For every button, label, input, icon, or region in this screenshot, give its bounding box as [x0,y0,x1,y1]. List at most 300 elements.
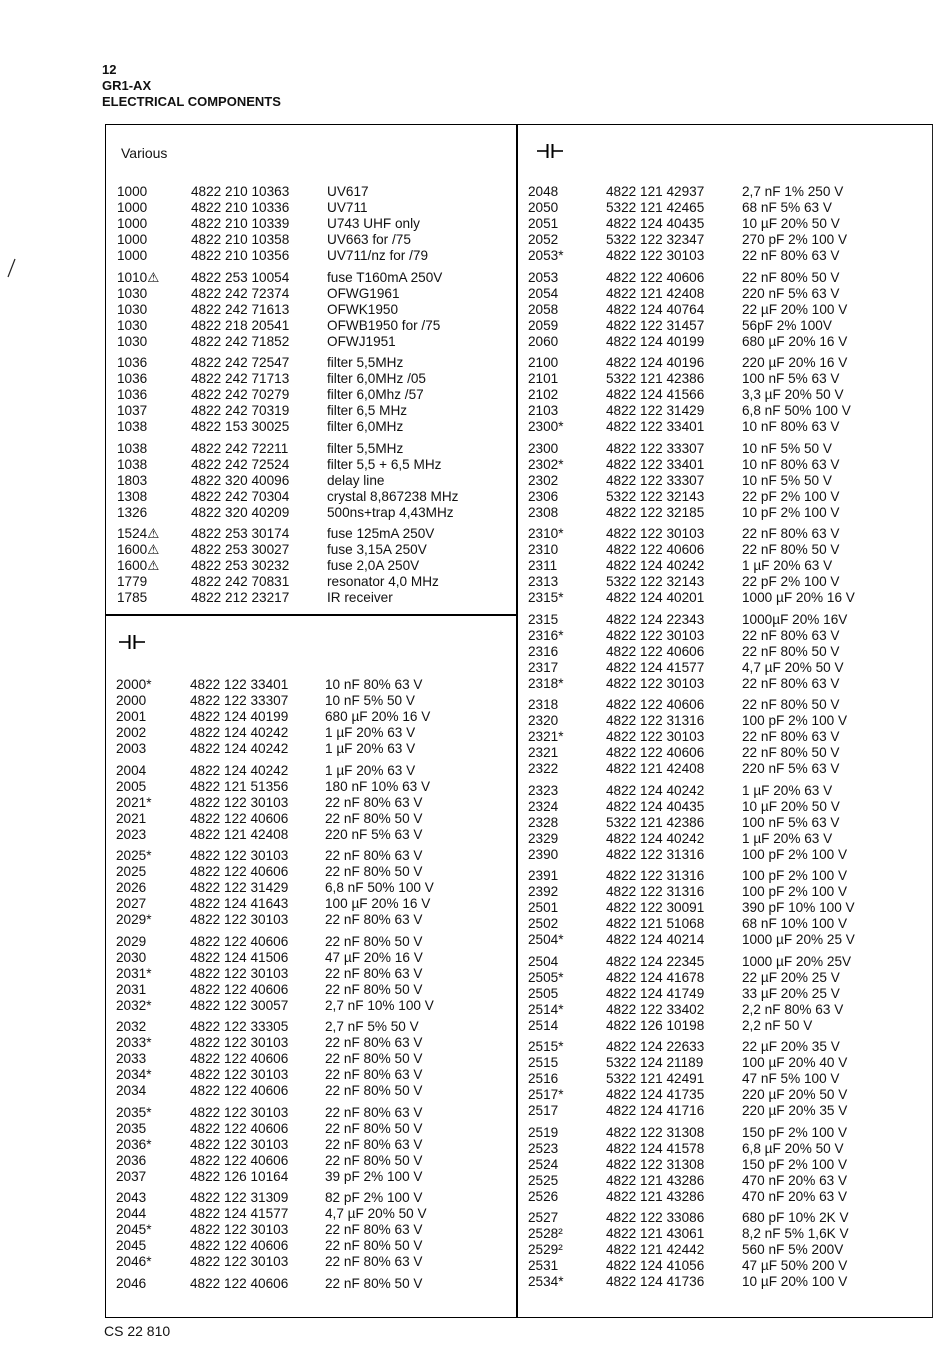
part-description: 68 nF 10% 100 V [742,916,848,932]
part-description: 1 µF 20% 63 V [742,782,833,798]
part-description: resonator 4,0 MHz [327,574,439,590]
part-description: filter 5,5 + 6,5 MHz [327,456,442,472]
part-code: 4822 122 33401 [606,456,705,472]
part-code: 4822 122 33401 [190,677,289,692]
position-number: 1036 [117,371,148,387]
part-description: 1 µF 20% 63 V [742,558,833,574]
part-code: 4822 124 41056 [606,1258,705,1274]
position-number: 2315 [528,611,559,627]
part-description: 22 nF 80% 50 V [325,1152,423,1168]
part-code: 4822 210 10336 [191,200,290,216]
part-description: 150 pF 2% 100 V [742,1156,848,1172]
position-number: 2053* [528,248,564,264]
position-number: 1030 [117,317,148,333]
part-description: UV617 [327,184,369,199]
position-number: 1030 [117,301,148,317]
part-description: 22 nF 80% 50 V [325,1275,423,1291]
position-number: 2310* [528,526,564,541]
part-code: 4822 122 31316 [606,868,705,883]
part-code: 5322 121 42386 [606,814,705,830]
part-code: 4822 122 33307 [606,440,705,456]
position-number: 2000 [116,693,147,709]
position-number: 2050 [528,200,559,216]
model-name: GR1-AX [102,78,152,93]
part-description: 4,7 µF 20% 50 V [325,1206,427,1222]
part-code: 4822 124 41735 [606,1087,705,1103]
part-description: OFWJ1951 [327,333,396,349]
position-number: 1785 [117,590,148,606]
position-number: 2002 [116,725,147,741]
part-code: 4822 212 23217 [191,590,290,606]
position-number: 2025 [116,864,147,880]
part-code: 4822 122 30103 [190,1254,289,1270]
position-number: 2101 [528,371,559,387]
part-code: 4822 122 30091 [606,900,705,916]
page-title: ELECTRICAL COMPONENTS [102,94,281,109]
part-description: UV711/nz for /79 [327,248,429,264]
part-description: 47 µF 50% 200 V [742,1258,848,1274]
part-description: 220 µF 20% 35 V [742,1103,848,1119]
position-number: 2514* [528,1001,564,1017]
position-number: 2005 [116,778,147,794]
part-code: 4822 121 43061 [606,1226,705,1242]
part-code: 4822 126 10164 [190,1168,289,1184]
part-code: 4822 253 30174 [191,526,290,541]
part-code: 4822 242 72211 [191,440,289,456]
part-code: 4822 124 41643 [190,896,289,912]
part-code: 4822 124 40242 [606,782,705,798]
part-description: 47 µF 20% 16 V [325,949,423,965]
part-code: 4822 124 40196 [606,355,705,370]
part-code: 4822 122 30103 [190,1067,289,1083]
part-code: 4822 122 40606 [190,981,289,997]
part-description: 150 pF 2% 100 V [742,1124,848,1140]
part-description: 2,2 nF 50 V [742,1017,813,1033]
part-description: 22 nF 80% 63 V [325,1136,423,1152]
position-number: 2051 [528,216,559,232]
part-description: 10 nF 5% 50 V [742,440,832,456]
position-number: 2054 [528,285,559,301]
part-description: 390 pF 10% 100 V [742,900,855,916]
part-description: 1000 µF 20% 16 V [742,590,855,606]
position-number: 2302 [528,472,559,488]
part-code: 4822 122 31309 [190,1190,289,1205]
position-number: 2046* [116,1254,152,1270]
position-number: 2021* [116,794,152,810]
part-description: fuse 2,0A 250V [327,558,420,574]
position-number: 1600⚠ [117,542,160,558]
position-number: 2035 [116,1120,147,1136]
part-description: 100 pF 2% 100 V [742,884,848,900]
position-number: 2524 [528,1156,559,1172]
part-description: 3,3 µF 20% 50 V [742,387,844,403]
part-code: 4822 121 42408 [190,826,289,842]
part-description: 100 pF 2% 100 V [742,846,848,862]
part-description: 6,8 µF 20% 50 V [742,1140,844,1156]
position-number: 2318 [528,697,559,712]
position-number: 2004 [116,762,147,778]
position-number: 2321* [528,729,564,745]
part-description: 4,7 µF 20% 50 V [742,659,844,675]
position-number: 2027 [116,896,147,912]
part-code: 4822 122 33307 [190,693,289,709]
part-description: 22 nF 80% 50 V [742,269,840,285]
position-number: 1524⚠ [117,526,160,541]
position-number: 1038 [117,440,148,456]
part-description: 22 nF 80% 50 V [325,1083,423,1099]
part-code: 4822 122 33401 [606,419,705,435]
position-number: 2517 [528,1103,559,1119]
part-code: 4822 124 41749 [606,985,705,1001]
part-code: 4822 122 30103 [606,675,705,691]
part-description: 10 nF 5% 50 V [325,693,415,709]
position-number: 2391 [528,868,559,883]
part-code: 4822 122 30057 [190,997,289,1013]
part-code: 5322 122 32143 [606,488,705,504]
part-code: 4822 124 41736 [606,1274,705,1290]
part-code: 5322 122 32347 [606,232,705,248]
position-number: 2000* [116,677,152,692]
part-description: 68 nF 5% 63 V [742,200,832,216]
part-description: 1000 µF 20% 25V [742,953,852,969]
part-description: 22 nF 80% 63 V [325,912,423,928]
position-number: 2033* [116,1035,152,1051]
part-description: 180 nF 10% 63 V [325,778,431,794]
position-number: 2324 [528,798,559,814]
position-number: 2102 [528,387,559,403]
part-code: 4822 124 41566 [606,387,705,403]
part-code: 4822 122 30103 [190,1035,289,1051]
part-description: 10 nF 80% 63 V [325,677,423,692]
section-divider [105,614,517,616]
position-number: 1779 [117,574,148,590]
part-description: 22 nF 80% 63 V [742,729,840,745]
part-code: 4822 122 31316 [606,713,705,729]
part-description: 220 nF 5% 63 V [742,285,840,301]
part-code: 4822 122 30103 [190,1136,289,1152]
position-number: 2046 [116,1275,147,1291]
part-code: 4822 122 30103 [606,526,705,541]
part-code: 4822 122 30103 [190,1222,289,1238]
part-description: UV663 for /75 [327,232,411,248]
position-number: 1038 [117,456,148,472]
part-code: 4822 122 31457 [606,317,705,333]
part-code: 5322 121 42491 [606,1071,705,1087]
part-code: 4822 122 40606 [606,643,705,659]
part-code: 4822 122 31429 [190,880,289,896]
position-number: 2313 [528,574,559,590]
part-code: 4822 126 10198 [606,1017,705,1033]
position-number: 2302* [528,456,564,472]
part-description: 22 nF 80% 50 V [742,542,840,558]
part-code: 4822 122 40606 [190,1083,289,1099]
position-number: 2029 [116,933,147,949]
position-number: 2315* [528,590,564,606]
position-number: 2059 [528,317,559,333]
position-number: 2323 [528,782,559,798]
part-description: IR receiver [327,590,393,606]
part-code: 4822 253 30232 [191,558,290,574]
part-description: 22 µF 20% 25 V [742,969,840,985]
position-number: 2060 [528,333,559,349]
part-code: 4822 124 41506 [190,949,289,965]
part-code: 4822 210 10363 [191,184,290,199]
part-description: fuse 3,15A 250V [327,542,427,558]
part-description: 680 µF 20% 16 V [325,709,431,725]
position-number: 2526 [528,1188,559,1204]
part-description: 1 µF 20% 63 V [325,762,416,778]
part-code: 4822 121 51356 [190,778,289,794]
position-number: 2034 [116,1083,147,1099]
position-number: 2502 [528,916,559,932]
part-description: U743 UHF only [327,216,420,232]
position-number: 2514 [528,1017,559,1033]
part-code: 4822 124 40242 [190,741,289,757]
part-description: filter 6,0MHz [327,419,404,435]
position-number: 2523 [528,1140,559,1156]
part-code: 4822 122 33307 [606,472,705,488]
part-description: 22 nF 80% 63 V [742,526,840,541]
position-number: 2036* [116,1136,152,1152]
part-description: 22 nF 80% 50 V [325,933,423,949]
part-description: filter 6,0MHz /05 [327,371,426,387]
part-description: filter 5,5MHz [327,440,404,456]
part-description: OFWK1950 [327,301,399,317]
part-code: 4822 122 30103 [606,627,705,643]
position-number: 2505 [528,985,559,1001]
part-description: crystal 8,867238 MHz [327,488,459,504]
part-code: 4822 121 43286 [606,1188,705,1204]
part-code: 4822 124 40435 [606,216,705,232]
part-description: 10 µF 20% 100 V [742,1274,848,1290]
part-code: 4822 124 40242 [190,725,289,741]
part-code: 4822 124 40199 [190,709,289,725]
position-number: 2517* [528,1087,564,1103]
position-number: 2516 [528,1071,559,1087]
part-description: 470 nF 20% 63 V [742,1188,848,1204]
part-code: 4822 122 40606 [190,933,289,949]
part-code: 4822 242 70279 [191,387,290,403]
part-code: 4822 253 30027 [191,542,290,558]
position-number: 2525 [528,1172,559,1188]
position-number: 2329 [528,830,559,846]
position-number: 2501 [528,900,559,916]
position-number: 2031* [116,965,152,981]
part-code: 4822 121 42408 [606,761,705,777]
part-code: 4822 122 30103 [190,965,289,981]
part-code: 4822 122 33402 [606,1001,705,1017]
part-code: 4822 122 30103 [190,848,289,863]
part-code: 4822 124 40764 [606,301,705,317]
part-description: 22 nF 80% 63 V [325,965,423,981]
column-divider [516,124,518,1318]
part-code: 4822 218 20541 [191,317,290,333]
part-description: 1 µF 20% 63 V [325,741,416,757]
part-description: 22 nF 80% 63 V [325,1254,423,1270]
part-description: UV711 [327,200,368,216]
part-description: 33 µF 20% 25 V [742,985,840,1001]
part-code: 4822 122 40606 [190,864,289,880]
position-number: 2030 [116,949,147,965]
position-number: 2043 [116,1190,147,1205]
position-number: 2058 [528,301,559,317]
part-code: 4822 242 72524 [191,456,290,472]
footer-code: CS 22 810 [104,1323,171,1339]
part-code: 4822 122 40606 [606,745,705,761]
position-number: 2103 [528,403,559,419]
position-number: 2032 [116,1019,147,1034]
position-number: 2026 [116,880,147,896]
part-code: 4822 122 30103 [190,794,289,810]
part-description: 100 nF 5% 63 V [742,371,840,387]
part-description: filter 6,5 MHz [327,403,408,419]
part-code: 4822 210 10356 [191,248,290,264]
part-description: 6,8 nF 50% 100 V [325,880,434,896]
part-code: 4822 122 40606 [190,810,289,826]
position-number: 1000 [117,232,148,248]
position-number: 2534* [528,1274,564,1290]
position-number: 2322 [528,761,559,777]
part-description: 220 µF 20% 50 V [742,1087,848,1103]
stray-pen-mark [7,258,16,278]
position-number: 2034* [116,1067,152,1083]
part-description: 22 µF 20% 35 V [742,1039,840,1054]
position-number: 2048 [528,184,559,199]
position-number: 2311 [528,558,558,574]
part-code: 4822 122 40606 [190,1238,289,1254]
position-number: 1308 [117,488,148,504]
part-description: 22 pF 2% 100 V [742,488,840,504]
part-code: 4822 124 40242 [606,558,705,574]
part-description: OFWB1950 for /75 [327,317,441,333]
part-code: 4822 242 72547 [191,355,290,370]
part-code: 4822 121 42937 [606,184,705,199]
part-description: 10 µF 20% 50 V [742,798,840,814]
part-description: 22 nF 80% 63 V [325,848,423,863]
part-description: 22 nF 80% 63 V [742,627,840,643]
position-number: 1000 [117,200,148,216]
position-number: 2100 [528,355,559,370]
part-code: 5322 124 21189 [606,1055,704,1071]
part-description: 1000 µF 20% 25 V [742,932,855,948]
part-description: 10 µF 20% 50 V [742,216,840,232]
part-code: 4822 242 71613 [191,301,290,317]
position-number: 2036 [116,1152,147,1168]
position-number: 1000 [117,216,148,232]
part-code: 4822 122 30103 [606,248,705,264]
part-code: 4822 153 30025 [191,419,290,435]
position-number: 2392 [528,884,559,900]
part-code: 4822 253 10054 [191,269,290,285]
position-number: 2003 [116,741,147,757]
part-description: 100 pF 2% 100 V [742,868,848,883]
position-number: 2021 [116,810,147,826]
part-description: filter 5,5MHz [327,355,404,370]
part-code: 4822 124 40242 [606,830,705,846]
position-number: 1010⚠ [117,269,160,285]
part-description: 47 nF 5% 100 V [742,1071,840,1087]
part-description: 22 pF 2% 100 V [742,574,840,590]
position-number: 2505* [528,969,564,985]
part-description: 100 µF 20% 16 V [325,896,431,912]
part-description: 10 nF 5% 50 V [742,472,832,488]
position-number: 2528² [528,1226,563,1242]
part-description: 270 pF 2% 100 V [742,232,848,248]
part-code: 4822 122 31308 [606,1156,705,1172]
position-number: 2300 [528,440,559,456]
part-code: 4822 121 51068 [606,916,705,932]
part-description: 22 nF 80% 63 V [742,675,840,691]
part-code: 4822 124 40435 [606,798,705,814]
part-code: 4822 124 40201 [606,590,705,606]
part-description: 2,7 nF 1% 250 V [742,184,844,199]
position-number: 2316* [528,627,564,643]
position-number: 2031 [116,981,147,997]
part-description: 2,2 nF 80% 63 V [742,1001,844,1017]
part-description: OFWG1961 [327,285,400,301]
part-code: 5322 122 32143 [606,574,705,590]
part-code: 4822 124 22343 [606,611,705,627]
position-number: 2527 [528,1210,559,1225]
part-description: 22 nF 80% 50 V [742,745,840,761]
part-code: 4822 124 41577 [606,659,705,675]
position-number: 2519 [528,1124,559,1140]
part-description: 220 nF 5% 63 V [742,761,840,777]
part-code: 4822 124 22345 [606,953,705,969]
position-number: 2321 [528,745,559,761]
part-description: 560 nF 5% 200V [742,1242,844,1258]
part-code: 4822 122 33305 [190,1019,289,1034]
part-description: 2,7 nF 5% 50 V [325,1019,419,1034]
part-description: 22 nF 80% 50 V [325,1238,423,1254]
position-number: 2045* [116,1222,152,1238]
part-code: 4822 124 41578 [606,1140,705,1156]
part-code: 4822 242 70831 [191,574,290,590]
part-code: 4822 121 43286 [606,1172,705,1188]
part-code: 4822 124 40214 [606,932,705,948]
part-code: 4822 122 31316 [606,884,705,900]
position-number: 2025* [116,848,152,863]
part-description: 100 nF 5% 63 V [742,814,840,830]
part-code: 4822 121 42408 [606,285,705,301]
position-number: 2504 [528,953,559,969]
part-description: 39 pF 2% 100 V [325,1168,423,1184]
position-number: 2044 [116,1206,147,1222]
part-code: 5322 121 42465 [606,200,705,216]
part-code: 4822 242 72374 [191,285,290,301]
position-number: 2515* [528,1039,564,1054]
part-code: 4822 242 70304 [191,488,290,504]
part-description: 22 nF 80% 63 V [325,794,423,810]
position-number: 1326 [117,504,148,520]
part-description: 100 µF 20% 40 V [742,1055,848,1071]
part-code: 5322 121 42386 [606,371,705,387]
position-number: 1036 [117,387,148,403]
position-number: 2035* [116,1104,152,1120]
part-description: delay line [327,472,385,488]
part-description: 8,2 nF 5% 1,6K V [742,1226,849,1242]
part-description: 56pF 2% 100V [742,317,832,333]
part-code: 4822 122 31308 [606,1124,705,1140]
position-number: 2390 [528,846,559,862]
position-number: 1030 [117,285,148,301]
capacitor-icon [118,634,146,650]
part-code: 4822 320 40209 [191,504,290,520]
part-code: 4822 124 40199 [606,333,705,349]
part-description: 1 µF 20% 63 V [742,830,833,846]
part-code: 4822 320 40096 [191,472,290,488]
part-code: 4822 122 30103 [190,1104,289,1120]
